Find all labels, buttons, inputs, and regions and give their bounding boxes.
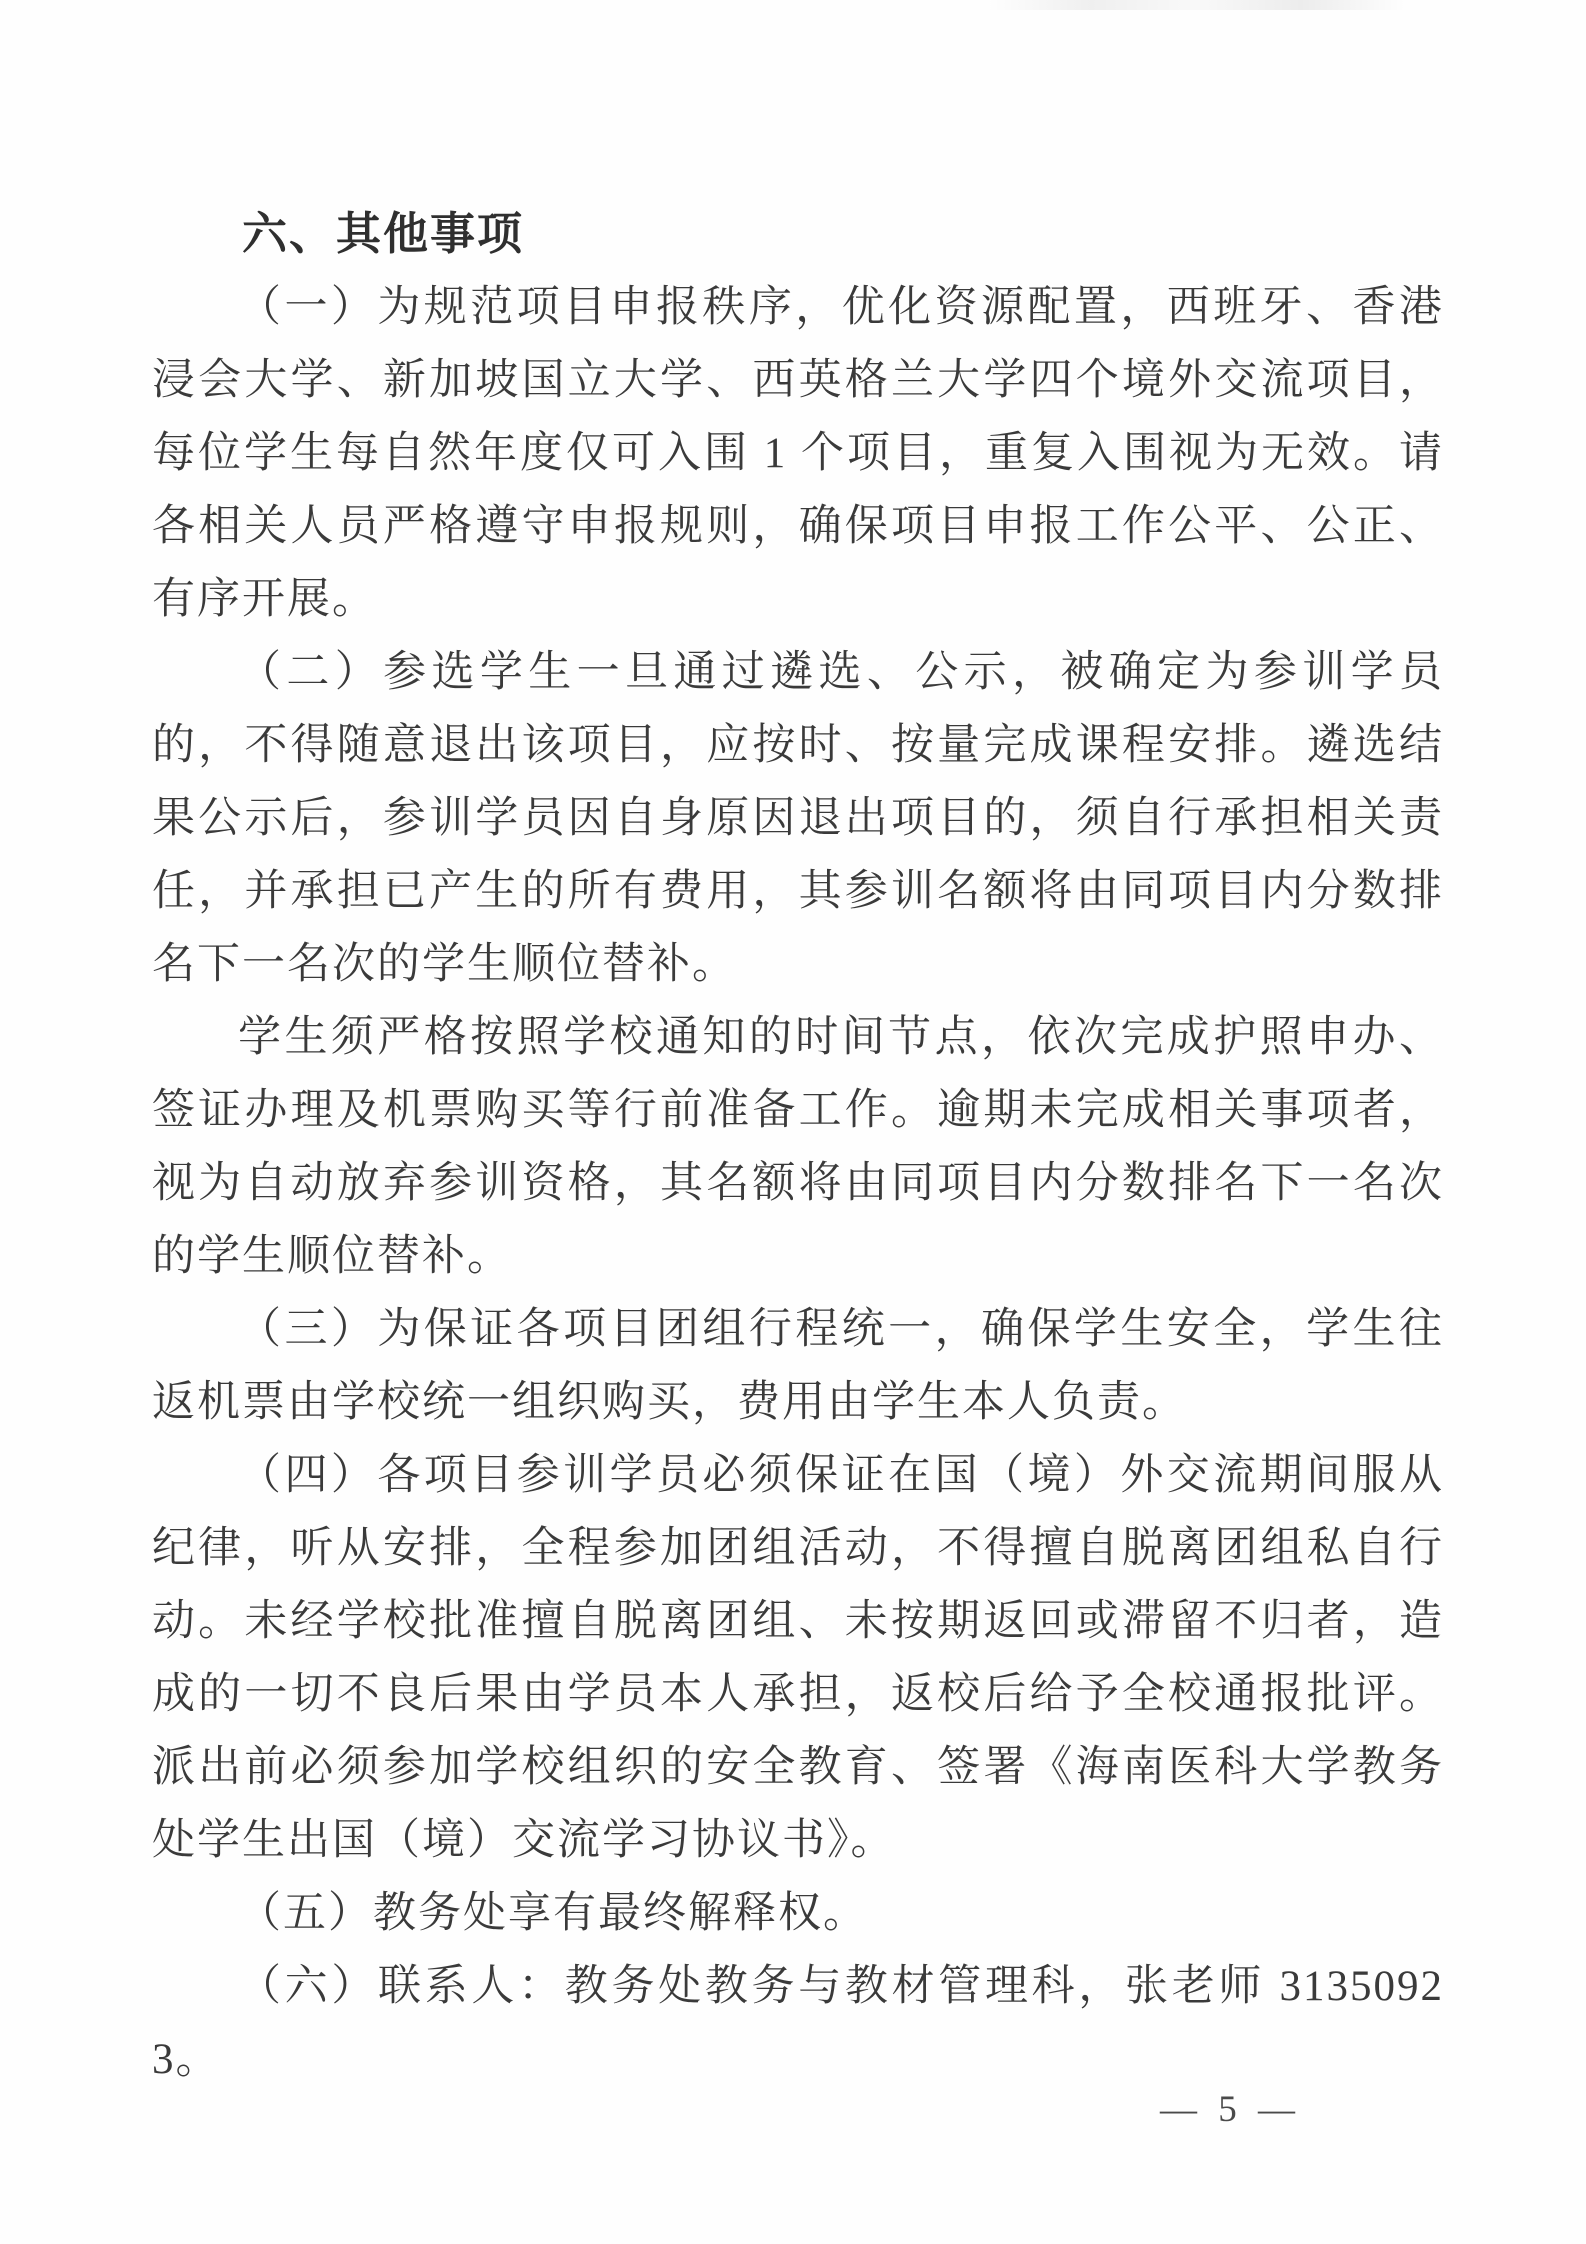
paragraph-2: （二）参选学生一旦通过遴选、公示，被确定为参训学员的，不得随意退出该项目，应按时、按量完成课程安排。遴选结果公示后，参训学员因自身原因退出项目的，须自行承担相关责任，并承担已产生的所有费用，其参训名额将由同项目内分数排名下一名次的学生顺位替补。 [152,649,1444,988]
paragraph-6: （五）教务处享有最终解释权。 [238,1890,868,1937]
paragraph-1: （一）为规范项目申报秩序，优化资源配置，西班牙、香港浸会大学、新加坡国立大学、西英格兰大学四个境外交流项目，每位学生每自然年度仅可入围 1 个项目，重复入围视为无效。请各相关人员严格遵守申报规则，确保项目申报工作公平、公正、有序开展。 [152,284,1444,623]
paragraph-4: （三）为保证各项目团组行程统一，确保学生安全，学生往返机票由学校统一组织购买，费用由学生本人负责。 [152,1306,1444,1426]
paragraph-3: 学生须严格按照学校通知的时间节点，依次完成护照申办、签证办理及机票购买等行前准备工作。逾期未完成相关事项者，视为自动放弃参训资格，其名额将由同项目内分数排名下一名次的学生顺位替补。 [152,1014,1444,1280]
page-number: — 5 — [1160,2089,1301,2130]
document-body [152,198,1444,2096]
paragraph-5: （四）各项目参训学员必须保证在国（境）外交流期间服从纪律，听从安排，全程参加团组活动，不得擅自脱离团组私自行动。未经学校批准擅自脱离团组、未按期返回或滞留不归者，造成的一切不良后果由学员本人承担，返校后给予全校通报批评。派出前必须参加学校组织的安全教育、签署《海南医科大学教务处学生出国（境）交流学习协议书》。 [152,1452,1444,1864]
section-heading: 六、其他事项 [242,209,525,259]
paragraph-7: （六）联系人：教务处教务与教材管理科，张老师 31350923。 [152,1963,1444,2083]
scan-artifact [986,0,1406,10]
